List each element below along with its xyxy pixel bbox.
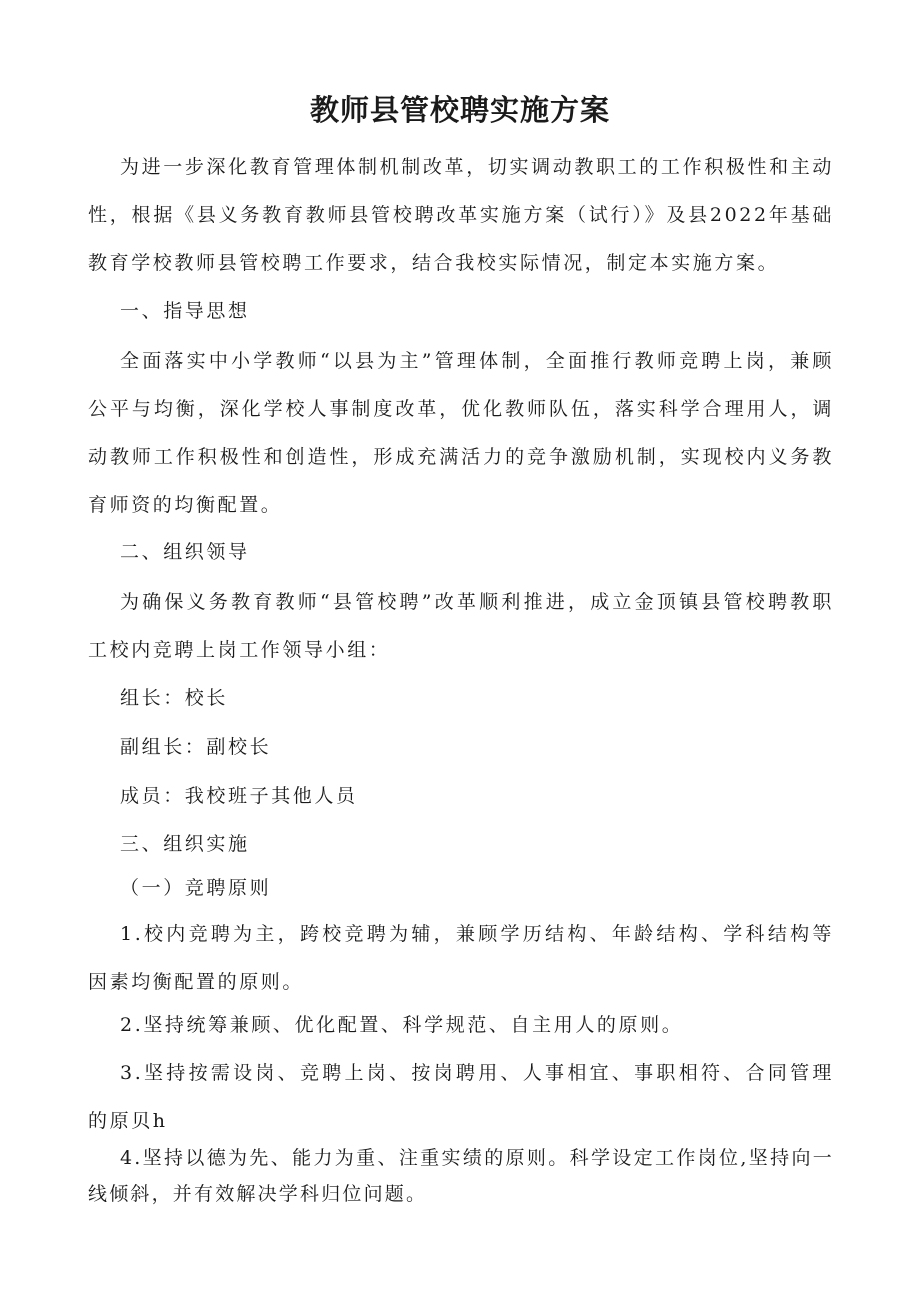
principle-item-3: 3.坚持按需设岗、竞聘上岗、按岗聘用、人事相宜、事职相符、合同管理的原贝h: [88, 1062, 834, 1132]
section-heading-organization: 二、组织领导: [120, 541, 250, 563]
principle-item-1: 1.校内竞聘为主，跨校竞聘为辅，兼顾学历结构、年龄结构、学科结构等因素均衡配置的原则。: [88, 923, 834, 993]
principle-item-2: 2.坚持统筹兼顾、优化配置、科学规范、自主用人的原则。: [120, 1014, 684, 1036]
guiding-ideology-paragraph: 全面落实中小学教师“以县为主”管理体制，全面推行教师竞聘上岗，兼顾公平与均衡，深化学校人事制度改革，优化教师队伍，落实科学合理用人，调动教师工作积极性和创造性，形成充满活力的竞争激励机制，实现校内义务教育师资的均衡配置。: [88, 350, 834, 516]
document-title: 教师县管校聘实施方案: [309, 93, 610, 127]
intro-paragraph: 为进一步深化教育管理体制机制改革，切实调动教职工的工作积极性和主动性，根据《县义务教育教师县管校聘改革实施方案（试行）》及县2022年基础教育学校教师县管校聘工作要求，结合我校实际情况，制定本实施方案。: [88, 156, 834, 274]
members-line: 成员：我校班子其他人员: [120, 785, 358, 807]
section-heading-implementation: 三、组织实施: [120, 833, 250, 855]
organization-paragraph: 为确保义务教育教师“县管校聘”改革顺利推进，成立金顶镇县管校聘教职工校内竞聘上岗工作领导小组：: [88, 591, 834, 661]
subsection-heading-principles: （一）竞聘原则: [120, 877, 272, 899]
principle-item-4: 4.坚持以德为先、能力为重、注重实绩的原则。科学设定工作岗位,坚持向一线倾斜，并有效解决学科归位问题。: [88, 1147, 834, 1205]
group-leader-line: 组长：校长: [120, 687, 229, 709]
deputy-leader-line: 副组长：副校长: [120, 736, 272, 758]
section-heading-guiding-ideology: 一、指导思想: [120, 300, 250, 322]
